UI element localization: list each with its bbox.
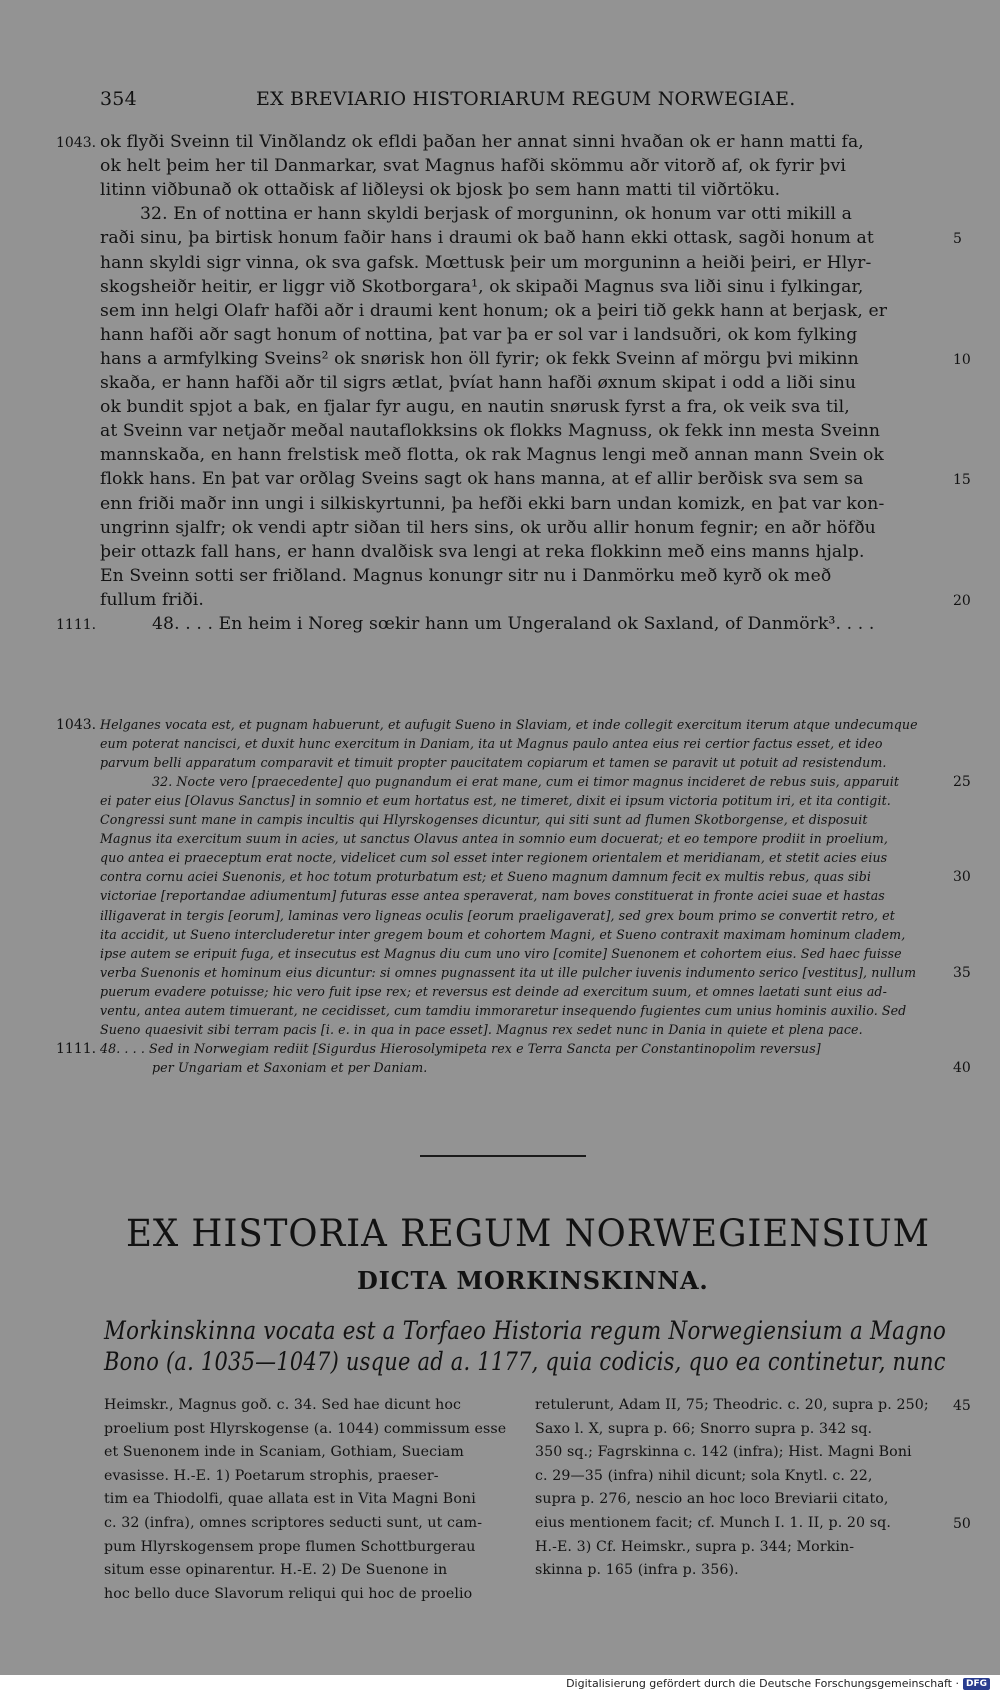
section-subtitle: DICTA MORKINSKINNA.	[357, 1266, 709, 1295]
note-line: retulerunt, Adam II, 75; Theodric. c. 20, supra p. 250;	[535, 1397, 929, 1413]
note-line: pum Hlyrskogensem prope flumen Schottburgerau	[104, 1538, 476, 1555]
main-text-line: hann skyldi sigr vinna, ok sva gafsk. Mœttusk þeir um morguninn a heiði þeiri, er Hlyr-	[100, 253, 872, 273]
main-text-line: skogsheiðr heitir, er liggr við Skotborgara¹, ok skipaði Magnus sva liði sinu i fylkingar,	[100, 277, 864, 297]
line-number: 15	[953, 472, 971, 488]
main-text-line: ok helt þeim her til Danmarkar, svat Magnus hafði skömmu aðr vitorð af, ok fyrir þvi	[100, 156, 846, 176]
note-line: proelium post Hlyrskogense (a. 1044) commissum esse	[104, 1420, 507, 1437]
latin-line: Sueno quaesivit sibi terram pacis [i. e. in qua in pace esset]. Magnus rex sedet nunc in Dania in quiete et plena pace.	[100, 1022, 863, 1037]
note-line: supra p. 276, nescio an hoc loco Breviarii citato,	[535, 1491, 889, 1507]
latin-line: Magnus ita exercitum suum in acies, ut sanctus Olavus antea in somnio eum docuerat; et eo tempore prodiit in proelium,	[100, 831, 889, 846]
main-text-line: hans a armfylking Sveins² ok snørisk hon öll fyrir; ok fekk Sveinn af mörgu þvi mikinn	[100, 349, 859, 369]
line-number: 45	[953, 1398, 971, 1414]
latin-line: ei pater eius [Olavus Sanctus] in somnio et eum hortatus est, ne timeret, dixit ei ipsum victoria potitum iri, et ita contigit.	[100, 793, 891, 808]
main-text-line: 48. . . . En heim i Noreg sœkir hann um Ungeraland ok Saxland, of Danmörk³. . . .	[152, 614, 875, 634]
latin-line: 32. Nocte vero [praecedente] quo pugnandum ei erat mane, cum ei timor magnus incideret de rebus suis, apparuit	[152, 774, 900, 789]
main-text-line: enn friði maðr inn ungi i silkiskyrtunni, þa hefði ekki barn undan komizk, en þat var kon-	[100, 494, 885, 514]
page-number: 354	[100, 88, 137, 110]
main-text-line: þeir ottazk fall hans, er hann dvalðisk sva lengi at reka flokkinn með eins manns hjalp.	[100, 542, 865, 562]
latin-line: victoriae [reportandae adiumentum] futuras esse antea speraverat, nam boves constituerat in fronte aciei suae et hastas	[100, 888, 885, 903]
year-marker: 1111.	[56, 617, 97, 633]
note-line: tim ea Thiodolfi, quae allata est in Vita Magni Boni	[104, 1491, 476, 1508]
year-marker: 1111.	[56, 1041, 97, 1057]
main-text-line: 32. En of nottina er hann skyldi berjask of morguninn, ok honum var otti mikill a	[140, 204, 852, 224]
latin-line: verba Suenonis et hominum eius dicuntur: si omnes pugnassent ita ut ille pulcher iuvenis indumento serico [vestitus], nullum	[100, 965, 917, 980]
note-line: 350 sq.; Fagrskinna c. 142 (infra); Hist. Magni Boni	[535, 1444, 912, 1460]
main-text-line: at Sveinn var netjaðr meðal nautaflokksins ok flokks Magnuss, ok fekk inn mesta Sveinn	[100, 421, 881, 441]
section-divider	[420, 1155, 586, 1157]
note-line: situm esse opinarentur. H.-E. 2) De Suenone in	[104, 1562, 448, 1579]
latin-line: Helganes vocata est, et pugnam habuerunt, et aufugit Sueno in Slaviam, et inde collegit exercitum iterum atque undecumque	[100, 717, 918, 732]
latin-line: 48. . . . Sed in Norwegiam rediit [Sigurdus Hierosolymipeta rex e Terra Sancta per Constantinopolim reversus]	[100, 1041, 821, 1056]
line-number: 20	[953, 593, 971, 609]
note-line: H.-E. 3) Cf. Heimskr., supra p. 344; Morkin-	[535, 1539, 855, 1555]
latin-line: ventu, antea autem timuerant, ne cecidisset, cum tamdiu immoraretur insequendo fugientes cum unius hominis auxilio. Sed	[100, 1003, 907, 1018]
main-text-line: mannskaða, en hann frelstisk með flotta, ok rak Magnus lengi með annan mann Svein ok	[100, 445, 884, 465]
intro-line: Bono (a. 1035—1047) usque ad a. 1177, quia codicis, quo ea continetur, nunc	[104, 1347, 946, 1376]
latin-line: per Ungariam et Saxoniam et per Daniam.	[152, 1060, 428, 1075]
main-text-line: ungrinn sjalfr; ok vendi aptr siðan til hers sins, ok urðu allir honum fegnir; en aðr höfðu	[100, 518, 876, 538]
line-number: 35	[953, 965, 971, 981]
section-title: EX HISTORIA REGUM NORWEGIENSIUM	[126, 1212, 930, 1255]
note-line: evasisse. H.-E. 1) Poetarum strophis, praeser-	[104, 1467, 439, 1484]
latin-line: quo antea ei praeceptum erat nocte, videlicet cum sol esset inter regionem orientalem et meridianam, et stetit acies eius	[100, 850, 888, 865]
digitization-credit	[566, 1677, 990, 1690]
main-text-line: ok flyði Sveinn til Vinðlandz ok efldi þaðan her annat sinni hvaðan ok er hann matti fa,	[100, 132, 864, 152]
latin-line: ita accidit, ut Sueno intercluderetur inter gregem boum et cohortem Magni, et Sueno contraxit maximam hominum cladem,	[100, 927, 906, 942]
latin-line: parvum belli apparatum comparavit et timuit propter paucitatem copiarum et tamen se paravit ut potuit ad resistendum.	[100, 755, 887, 770]
main-text-line: En Sveinn sotti ser friðland. Magnus konungr sitr nu i Danmörku með kyrð ok með	[100, 566, 832, 586]
note-line: Heimskr., Magnus goð. c. 34. Sed hae dicunt hoc	[104, 1397, 462, 1413]
note-line: c. 29—35 (infra) nihil dicunt; sola Knytl. c. 22,	[535, 1468, 873, 1484]
line-number: 30	[953, 869, 971, 885]
credit-text: Digitalisierung gefördert durch die Deutsche Forschungsgemeinschaft ·	[566, 1677, 959, 1690]
main-text-line: raði sinu, þa birtisk honum faðir hans i draumi ok bað hann ekki ottask, sagði honum at	[100, 228, 874, 248]
latin-line: ipse autem se eripuit fuga, et insecutus est Magnus diu cum uno viro [comite] Suenonem et cohortem eius. Sed haec fuisse	[100, 946, 902, 961]
main-text-line: flokk hans. En þat var orðlag Sveins sagt ok hans manna, at ef allir berðisk sva sem sa	[100, 469, 864, 489]
line-number: 10	[953, 352, 971, 368]
note-line: hoc bello duce Slavorum reliqui qui hoc de proelio	[104, 1585, 473, 1602]
note-line: Saxo l. X, supra p. 66; Snorro supra p. 342 sq.	[535, 1421, 873, 1437]
main-text-line: skaða, er hann hafði aðr til sigrs ætlat, þvíat hann hafði øxnum skipat i odd a liði sinu	[100, 373, 857, 393]
line-number: 40	[953, 1060, 971, 1076]
latin-line: eum poterat nancisci, et duxit hunc exercitum in Daniam, ita ut Magnus paulo antea eius rei certior factus esset, et ideo	[100, 736, 883, 751]
note-line: c. 32 (infra), omnes scriptores seducti sunt, ut cam-	[104, 1515, 483, 1531]
running-title: EX BREVIARIO HISTORIARUM REGUM NORWEGIAE.	[256, 88, 796, 110]
year-marker: 1043.	[56, 135, 97, 151]
note-line: eius mentionem facit; cf. Munch I. 1. II, p. 20 sq.	[535, 1515, 891, 1531]
line-number: 5	[953, 231, 962, 247]
year-marker: 1043.	[56, 717, 97, 733]
line-number: 25	[953, 774, 971, 790]
main-text-line: litinn viðbunað ok ottaðisk af liðleysi ok bjosk þo sem hann matti til viðrtöku.	[100, 180, 781, 200]
dfg-logo: DFG	[963, 1678, 990, 1690]
latin-line: contra cornu aciei Suenonis, et hoc totum proturbatum est; et Sueno magnum damnum fecit ex multis rebus, quas sibi	[100, 869, 872, 884]
main-text-line: ok bundit spjot a bak, en fjalar fyr augu, en nautin snørusk fyrst a fra, ok veik sva til,	[100, 397, 850, 417]
line-number: 50	[953, 1516, 971, 1532]
main-text-line: fullum friði.	[100, 590, 204, 610]
note-line: et Suenonem inde in Scaniam, Gothiam, Sueciam	[104, 1444, 464, 1461]
latin-line: puerum evadere potuisse; hic vero fuit ipse rex; et reversus est deinde ad exercitum suum, et omnes laetati sunt eius ad-	[100, 984, 887, 999]
note-line: skinna p. 165 (infra p. 356).	[535, 1562, 739, 1578]
latin-line: Congressi sunt mane in campis incultis qui Hlyrskogenses dicuntur, qui siti sunt ad flumen Skotborgense, et disposuit	[100, 812, 868, 827]
main-text-line: sem inn helgi Olafr hafði aðr i draumi kent honum; ok a þeiri tið gekk hann at berjask, er	[100, 301, 888, 321]
intro-line: Morkinskinna vocata est a Torfaeo Historia regum Norwegiensium a Magno	[104, 1316, 947, 1345]
main-text-line: hann hafði aðr sagt honum of nottina, þat var þa er sol var i landsuðri, ok kom fylking	[100, 325, 858, 345]
latin-line: illigaverat in tergis [eorum], laminas vero ligneas oculis [eorum praeligaverat], sed grex boum primo se convertit retro, et	[100, 908, 895, 923]
